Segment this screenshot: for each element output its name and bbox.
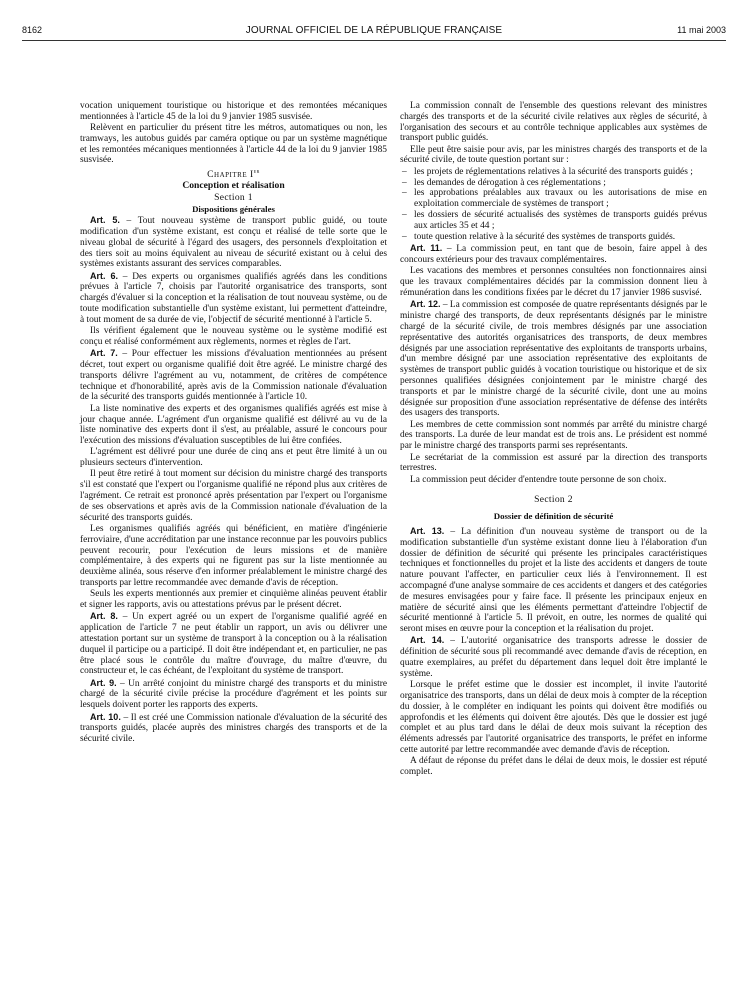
- right-column: [400, 101, 707, 778]
- article-8: Art. 8. – Un expert agréé ou un expert de l'organisme qualifié agréé en application de l'article 7 ne peut établir un rapport, un avis ou délivrer une attestation portant sur un système de transport à la conception ou à la réalisation duquel il participe ou a participé. Il doit être indépendant et, en particulier, ne pas être placé sous le contrôle du maître d'ouvrage, du maître d'œuvre, du constructeur et, le cas échéant, de l'exploitant du système de transport.: [80, 611, 387, 677]
- article-7: Art. 7. – Pour effectuer les missions d'évaluation mentionnées au présent décret, tout expert ou organisme qualifié doit être agréé. Le ministre chargé des transports délivre l'agrément au vu, notamment, de critères de compétence technique et d'honorabilité, après avis de la Commission nationale d'évaluation de la sécurité des transports guidés mentionnée à l'article 10.: [80, 348, 387, 403]
- publication-date: 11 mai 2003: [677, 25, 726, 35]
- list-item: – les demandes de dérogation à ces réglementations ;: [400, 178, 707, 189]
- article-9: Art. 9. – Un arrêté conjoint du ministre chargé des transports et du ministre chargé de la sécurité civile précise la procédure d'agrément et les points sur lesquels doivent porter les rapports des experts.: [80, 677, 387, 711]
- article-10: Art. 10. – Il est créé une Commission nationale d'évaluation de la sécurité des transports guidés, placée auprès des ministres chargés des transports et de la sécurité civile.: [80, 711, 388, 745]
- header-rule: [22, 40, 726, 41]
- paragraph: L'agrément est délivré pour une durée de cinq ans et peut être limité à un ou plusieurs secteurs d'intervention.: [80, 447, 387, 469]
- journal-title: JOURNAL OFFICIEL DE LA RÉPUBLIQUE FRANÇAISE: [245, 25, 503, 36]
- list-item: – les dossiers de sécurité actualisés des systèmes de transports guidés prévus aux articles 35 et 44 ;: [400, 210, 707, 232]
- article-label: Art. 7.: [90, 348, 118, 359]
- section-title: Dispositions générales: [192, 203, 275, 214]
- article-label: Art. 8.: [90, 611, 118, 622]
- article-13: Art. 13. – La définition d'un nouveau système de transport ou de la modification substantielle d'un système existant donne lieu à l'élaboration d'un dossier de définition de sécurité qui présente les principales caractéristiques techniques et fonctionnelles du projet et la liste des accidents et dangers de toute nature pouvant l'affecter, en particulier ceux liés à l'environnement. Il est accompagné d'une analyse sommaire de ces accidents et dangers et des catégories de mesures envisagées pour y faire face. Il présente les principaux enjeux en matière de sécurité ainsi que les éléments permettant d'atteindre l'objectif de sécurité mentionné à l'article 5. Il prévoit, en outre, les normes de qualité qui seront mises en œuvre pour la conception et la réalisation du projet.: [400, 525, 707, 635]
- paragraph: A défaut de réponse du préfet dans le délai de deux mois, le dossier est réputé complet.: [400, 756, 707, 778]
- paragraph: Relèvent en particulier du présent titre les métros, automatiques ou non, les tramways, les autobus guidés par caméra optique ou par un système magnétique et les remontées mécaniques mentionnées à l'article 44 de la loi du 9 janvier 1985 susvisée.: [80, 123, 387, 166]
- paragraph: Lorsque le préfet estime que le dossier est incomplet, il invite l'autorité organisatrice des transports, dans un délai de deux mois à compter de la réception du dossier, à le compléter en indiquant les points qui doivent être modifiés ou approfondis et les éléments qui doivent être ajoutés. Dès que le dossier est jugé complet et au plus tard dans le délai de deux mois suivant la réception des éléments adressés par l'autorité organisatrice des transports, le préfet en informe cette autorité par lettre recommandée avec demande d'avis de réception.: [400, 680, 707, 755]
- article-label: Art. 9.: [90, 677, 117, 688]
- article-label: Art. 6.: [90, 270, 118, 281]
- article-6: Art. 6. – Des experts ou organismes qualifiés agréés dans les conditions prévues à l'article 7, choisis par l'autorité organisatrice des transports, sont chargés d'évaluer si la conception et la réalisation de tout nouveau système, ou de toute modification substantielle d'un système existant, lui permettent d'atteindre, à tout moment de sa durée de vie, l'objectif de sécurité mentionné à l'article 5.: [80, 270, 387, 325]
- paragraph: Les organismes qualifiés agréés qui bénéficient, en matière d'ingénierie ferroviaire, d'une accréditation par une instance reconnue par les pouvoirs publics peuvent recourir, pour l'exécution de leurs missions et de manière complémentaire, à des experts qui ne figurent pas sur la liste mentionnée au deuxième alinéa, sous réserve d'en informer préalablement le ministre chargé des transports par lettre recommandée avec demande d'avis de réception.: [80, 523, 387, 588]
- article-label: Art. 10.: [90, 711, 121, 722]
- article-14: Art. 14. – L'autorité organisatrice des transports adresse le dossier de définition de sécurité sous pli recommandé avec demande d'avis de réception, en quatre exemplaires, au préfet du département dans lequel doit être implanté le système.: [400, 635, 707, 679]
- paragraph: Les membres de cette commission sont nommés par arrêté du ministre chargé des transports. La durée de leur mandat est de trois ans. Le président est nommé par le ministre chargé des transports parmi ses représentants.: [400, 419, 707, 452]
- paragraph: La commission peut décider d'entendre toute personne de son choix.: [410, 474, 667, 485]
- article-label: Art. 5.: [90, 215, 120, 226]
- chapter-heading: Chapitre Ier: [207, 168, 260, 180]
- paragraph: Ils vérifient également que le nouveau système ou le système modifié est conçu et réalisé conformément aux règlements, normes et règles de l'art.: [80, 326, 387, 347]
- article-label: Art. 12.: [410, 299, 441, 310]
- article-label: Art. 13.: [410, 525, 445, 536]
- paragraph: Le secrétariat de la commission est assuré par la direction des transports terrestres.: [400, 452, 707, 474]
- section-heading: Section 2: [534, 494, 573, 506]
- paragraph: Les vacations des membres et personnes consultées non fonctionnaires ainsi que les travaux complémentaires décidés par la commission donnent lieu à rémunération dans les conditions fixées par le décret du 17 janvier 1986 susvisé.: [400, 266, 707, 299]
- article-12: Art. 12. – La commission est composée de quatre représentants désignés par le ministre chargé des transports, de deux représentants désignés par le ministre chargé de la sécurité civile, de trois membres désignés par une association représentative des autorités organisatrices des transports, de deux membres désignés par une association représentative des exploitants de transports urbains, d'un membre désigné par une association représentative des exploitants de systèmes de transport public guidés à vocation touristique ou historique et de six personnes qualifiées désignées conjointement par le ministre chargé des transports et par le ministre chargé de la sécurité civile, dont une au moins désignée sur proposition d'une association représentative de défense des intérêts des usagers des transports.: [400, 299, 707, 419]
- section-title: Dossier de définition de sécurité: [493, 511, 614, 522]
- article-label: Art. 11.: [410, 243, 443, 254]
- list-item: – les approbations préalables aux travaux ou les autorisations de mise en exploitation commerciale de systèmes de transport ;: [400, 188, 707, 210]
- list-item: – les projets de réglementations relatives à la sécurité des transports guidés ;: [400, 167, 707, 178]
- section-heading: Section 1: [214, 191, 253, 203]
- article-5: Art. 5. – Tout nouveau système de transport public guidé, ou toute modification d'un système existant, est conçu et réalisé de telle sorte que le niveau global de sécurité à l'égard des usagers, des personnels d'exploitation et des tiers soit au moins équivalent au niveau de sécurité existant ou à celui des systèmes existants assurant des services comparables.: [80, 215, 387, 270]
- paragraph: Seuls les experts mentionnés aux premier et cinquième alinéas peuvent établir et signer les rapports, avis ou attestations prévus par le présent décret.: [80, 589, 387, 611]
- paragraph: La commission connaît de l'ensemble des questions relevant des ministres chargés des transports et de la sécurité civile relatives aux règles de sécurité, à l'organisation des secours et au contrôle technique applicables aux systèmes de transport public guidés.: [400, 101, 707, 144]
- paragraph: La liste nominative des experts et des organismes qualifiés agréés est mise à jour chaque année. L'agrément d'un organisme qualifié est délivré au vu de la liste nominative des experts dont il s'est, au préalable, assuré le concours pour l'exécution des missions d'évaluation susceptibles de lui être confiées.: [80, 403, 387, 447]
- list-item: – toute question relative à la sécurité des systèmes de transports guidés.: [400, 232, 707, 243]
- referral-list: [400, 167, 707, 243]
- paragraph: Il peut être retiré à tout moment sur décision du ministre chargé des transports s'il est constaté que l'expert ou l'organisme qualifié ne répond plus aux critères de l'agrément. Ce retrait est prononcé après présentation par l'expert ou l'organisme de ses observations et après avis de la Commission nationale d'évaluation de la sécurité des transports guidés.: [80, 469, 387, 523]
- article-11: Art. 11. – La commission peut, en tant que de besoin, faire appel à des concours extérieurs pour des travaux complémentaires.: [400, 243, 707, 266]
- chapter-title: Conception et réalisation: [182, 180, 285, 192]
- left-column: [80, 101, 387, 745]
- paragraph: vocation uniquement touristique ou historique et des remontées mécaniques mentionnées à l'article 45 de la loi du 9 janvier 1985 susvisée.: [80, 101, 387, 122]
- page-number: 8162: [22, 25, 43, 35]
- page-header: [22, 25, 726, 39]
- paragraph: Elle peut être saisie pour avis, par les ministres chargés des transports et de la sécurité civile, de toute question portant sur :: [400, 144, 707, 166]
- article-label: Art. 14.: [410, 635, 445, 646]
